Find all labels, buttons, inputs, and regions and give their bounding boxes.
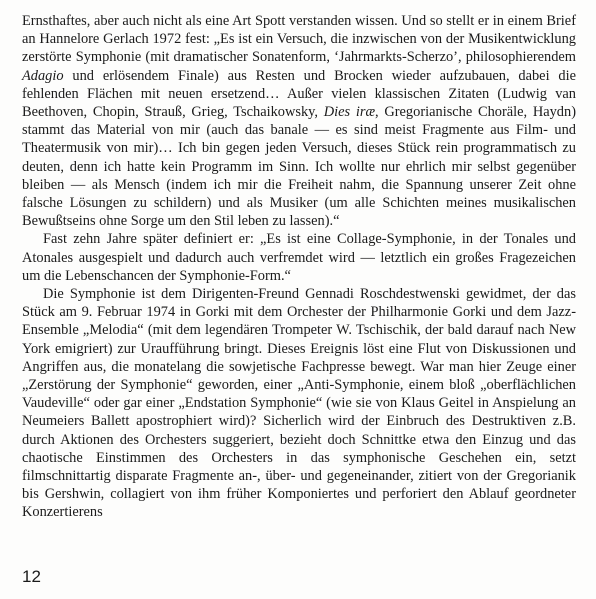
paragraph-1-italic-adagio: Adagio xyxy=(22,67,64,84)
page-number: 12 xyxy=(22,567,41,586)
paragraph-1-text: und erlösendem Finale) aus Resten und Brocken wieder aufzubauen, dabei die fehlenden Flächen mit neuen ersetzend… Außer vielen klassischen Zitaten (Ludwig van Beethoven, Chopin, Strauß, Grieg, Tschaikowsky, xyxy=(22,67,576,121)
paragraph-2 xyxy=(22,230,576,285)
paragraph-1-text: , Gregorianische Choräle, Haydn) stammt das Material von mir (auch das banale — es sind meist Fragmente aus Film- und Theatermusik von mir)… Ich bin gegen jeden Versuch, dieses Stück rein programmatisch zu deuten, denn ich hatte kein Programm im Sinn. Ich wollte nur ehrlich mir selbst gegenüber bleiben — als Mensch (indem ich mir die Freiheit nahm, die Spannung unserer Zeit ohne falsche Lösungen zu schildern) und als Musiker (um alle Schichten meines musikalischen Bewußtseins ohne Sorge um den Stil leben zu lassen).“ xyxy=(22,104,576,230)
body-text xyxy=(22,12,576,522)
paragraph-3 xyxy=(22,285,576,522)
paragraph-3-text: Die Symphonie ist dem Dirigenten-Freund Gennadi Roschdestwenski gewidmet, der das Stück am 9. Februar 1974 in Gorki mit dem Orchester der Philharmonie Gorki und dem Jazz-Ensemble „Melodia“ (mit dem legendären Trompeter W. Tschischik, der bald darauf nach New York emigriert) zur Uraufführung bringt. Dieses Ereignis löst eine Flut von Diskussionen und Angriffen aus, die monatelang die sowjetische Fachpresse bewegt. War man hier Zeuge einer „Zerstörung der Symphonie“ geworden, einer „Anti-Symphonie, einem bloß „oberflächlichen Vaudeville“ oder gar einer „Endstation Symphonie“ (wie sie von Klaus Geitel in Anspielung an Neumeiers Ballett apostrophiert wird)? Sicherlich wird der Einbruch des Destruktiven z.B. durch Aktionen des Orchesters suggeriert, bezieht doch Schnittke etwa den Einzug und das chaotische Einstimmen des Orchesters in das symphonische Geschehen ein, setzt filmschnittartig disparate Fragmente an-, über- und gegeneinander, zitiert von der Gregorianik bis Gershwin, collagiert von ihm früher Komponiertes und perforiert den Ablauf geordneter Konzertierens xyxy=(22,286,576,521)
paragraph-1 xyxy=(22,12,576,230)
paragraph-2-text: Fast zehn Jahre später definiert er: „Es ist eine Collage-Symphonie, in der Tonales und Atonales ausgespielt und dadurch auch verfremdet wird — letztlich ein großes Fragezeichen um die Lebenschancen der Symphonie-Form.“ xyxy=(22,231,576,284)
paragraph-1-italic-dies-irae: Dies iræ xyxy=(323,104,376,121)
paragraph-1-text: Ernsthaftes, aber auch nicht als eine Art Spott verstanden wissen. Und so stellt er in einem Brief an Hannelore Gerlach 1972 fest: „Es ist ein Versuch, die inzwischen von der Musikentwicklung zerstörte Symphonie (mit dramatischer Sonatenform, ‘Jahrmarkts-Scherzo’, philosophierendem xyxy=(22,13,576,66)
